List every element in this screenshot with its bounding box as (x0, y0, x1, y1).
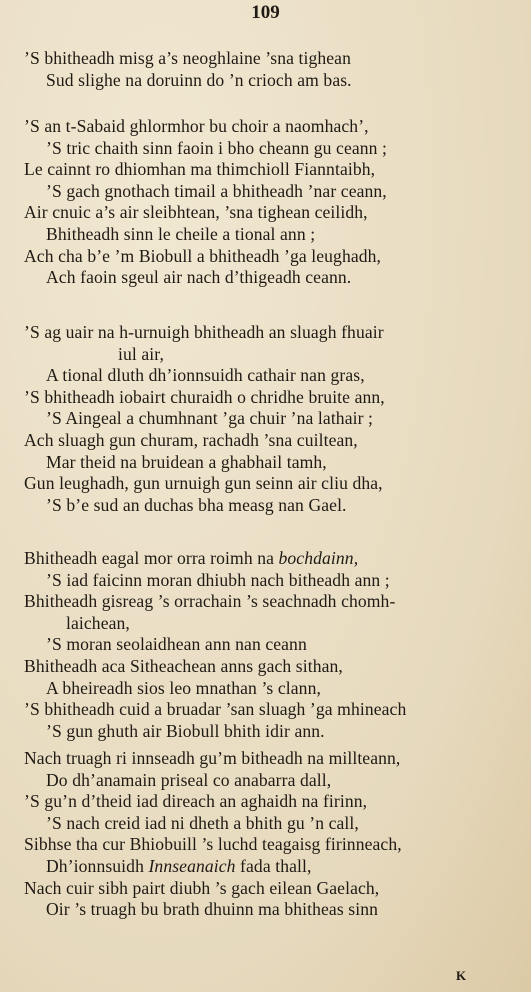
verse-line (0, 430, 531, 452)
verse-line (0, 224, 531, 246)
line-text: ’S bhitheadh iobairt churaidh o chridhe bruite ann, (24, 386, 385, 407)
line-text: ’S gu’n d’theid iad direach an aghaidh na firinn, (24, 791, 368, 812)
verse-line (0, 408, 531, 430)
verse-line (0, 181, 531, 203)
line-text: Ach sluagh gun churam, rachadh ’sna cuiltean, (24, 429, 358, 450)
line-text: Bhitheadh aca Sitheachean anns gach sithan, (24, 655, 343, 676)
verse-line (0, 322, 531, 344)
italic-text: bochdainn, (278, 548, 359, 568)
line-text: Le cainnt ro dhiomhan ma thimchioll Fianntaibh, (24, 159, 376, 180)
stanza (0, 748, 531, 921)
line-text: Nach cuir sibh pairt diubh ’s gach eilean Gaelach, (24, 877, 380, 898)
verse-line (0, 116, 531, 138)
line-text: ’S bhitheadh misg a’s neoghlaine ’sna tighean (24, 48, 351, 68)
page-number: 109 (251, 2, 280, 23)
verse-line (0, 344, 531, 366)
verse-line (0, 656, 531, 678)
signature-mark: K (456, 968, 467, 983)
line-text: Mar theid na bruidean a ghabhail tamh, (46, 451, 327, 472)
verse-line (0, 591, 531, 613)
line-text: Do dh’anamain priseal co anabarra dall, (46, 769, 332, 790)
verse-line (0, 452, 531, 474)
line-text: laichean, (66, 612, 130, 633)
verse-line (0, 202, 531, 224)
line-text: ’S moran seolaidhean ann nan ceann (46, 634, 307, 655)
verse-line (0, 748, 531, 770)
verse-line (0, 613, 531, 635)
line-text: fada thall, (235, 855, 312, 876)
verse-line (0, 138, 531, 160)
verse-line (0, 813, 531, 835)
line-text: Bhitheadh eagal mor orra roimh na (24, 548, 279, 568)
line-text: Dh’ionnsuidh (46, 855, 149, 876)
stanza (0, 322, 531, 516)
verse-line (0, 791, 531, 813)
line-text: Bhitheadh gisreag ’s orrachain ’s seachnadh chomh- (24, 591, 396, 612)
verse-line (0, 570, 531, 592)
verse-line (0, 699, 531, 721)
verse-line (0, 495, 531, 517)
line-text: ’S ag uair na h-urnuigh bhitheadh an sluagh fhuair (24, 322, 384, 342)
verse-line (0, 246, 531, 268)
stanza (0, 548, 531, 742)
line-text: Air cnuic a’s air sleibhtean, ’sna tighean ceilidh, (24, 202, 368, 223)
italic-text: Innseanaich (148, 855, 236, 876)
verse-line (0, 856, 531, 878)
line-text: ’S b’e sud an duchas bha measg nan Gael. (46, 494, 347, 515)
verse-line (0, 634, 531, 656)
line-text: ’S an t-Sabaid ghlormhor bu choir a naomhach’, (24, 116, 369, 136)
verse-line (0, 678, 531, 700)
verse-line (0, 548, 531, 570)
line-text: Ach faoin sgeul air nach d’thigeadh ceann. (46, 267, 352, 288)
stanza (0, 48, 531, 91)
verse-line (0, 70, 531, 92)
verse-line (0, 878, 531, 900)
line-text: Gun leughadh, gun urnuigh gun seinn air cliu dha, (24, 473, 383, 494)
line-text: A tional dluth dh’ionnsuidh cathair nan gras, (46, 365, 365, 386)
verse-line (0, 721, 531, 743)
line-text: Ach cha b’e ’m Biobull a bhitheadh ’ga leughadh, (24, 245, 382, 266)
line-text: ’S Aingeal a chumhnant ’ga chuir ’na lathair ; (46, 408, 374, 429)
line-text: A bheireadh sios leo mnathan ’s clann, (46, 677, 321, 698)
verse-line (0, 365, 531, 387)
stanza (0, 116, 531, 289)
line-text: iul air, (118, 343, 165, 364)
line-text: ’S iad faicinn moran dhiubh nach bitheadh ann ; (46, 569, 390, 590)
verse-line (0, 770, 531, 792)
line-text: Oir ’s truagh bu brath dhuinn ma bhitheas sinn (46, 899, 378, 920)
verse-line (0, 834, 531, 856)
line-text: ’S gach gnothach timail a bhitheadh ’nar ceann, (46, 180, 387, 201)
verse-line (0, 473, 531, 495)
line-text: Sibhse tha cur Bhiobuill ’s luchd teagaisg firinneach, (24, 834, 402, 855)
line-text: Bhitheadh sinn le cheile a tional ann ; (46, 223, 316, 244)
line-text: ’S tric chaith sinn faoin i bho cheann gu ceann ; (46, 137, 388, 158)
verse-line (0, 48, 531, 70)
line-text: Nach truagh ri innseadh gu’m bitheadh na millteann, (24, 748, 401, 768)
verse-line (0, 159, 531, 181)
line-text: ’S nach creid iad ni dheth a bhith gu ’n call, (46, 812, 359, 833)
verse-line (0, 899, 531, 921)
verse-line (0, 387, 531, 409)
line-text: Sud slighe na doruinn do ’n crioch am bas. (46, 69, 352, 90)
verse-line (0, 267, 531, 289)
line-text: ’S bhitheadh cuid a bruadar ’san sluagh ’ga mhineach (24, 699, 407, 720)
line-text: ’S gun ghuth air Biobull bhith idir ann. (46, 720, 325, 741)
